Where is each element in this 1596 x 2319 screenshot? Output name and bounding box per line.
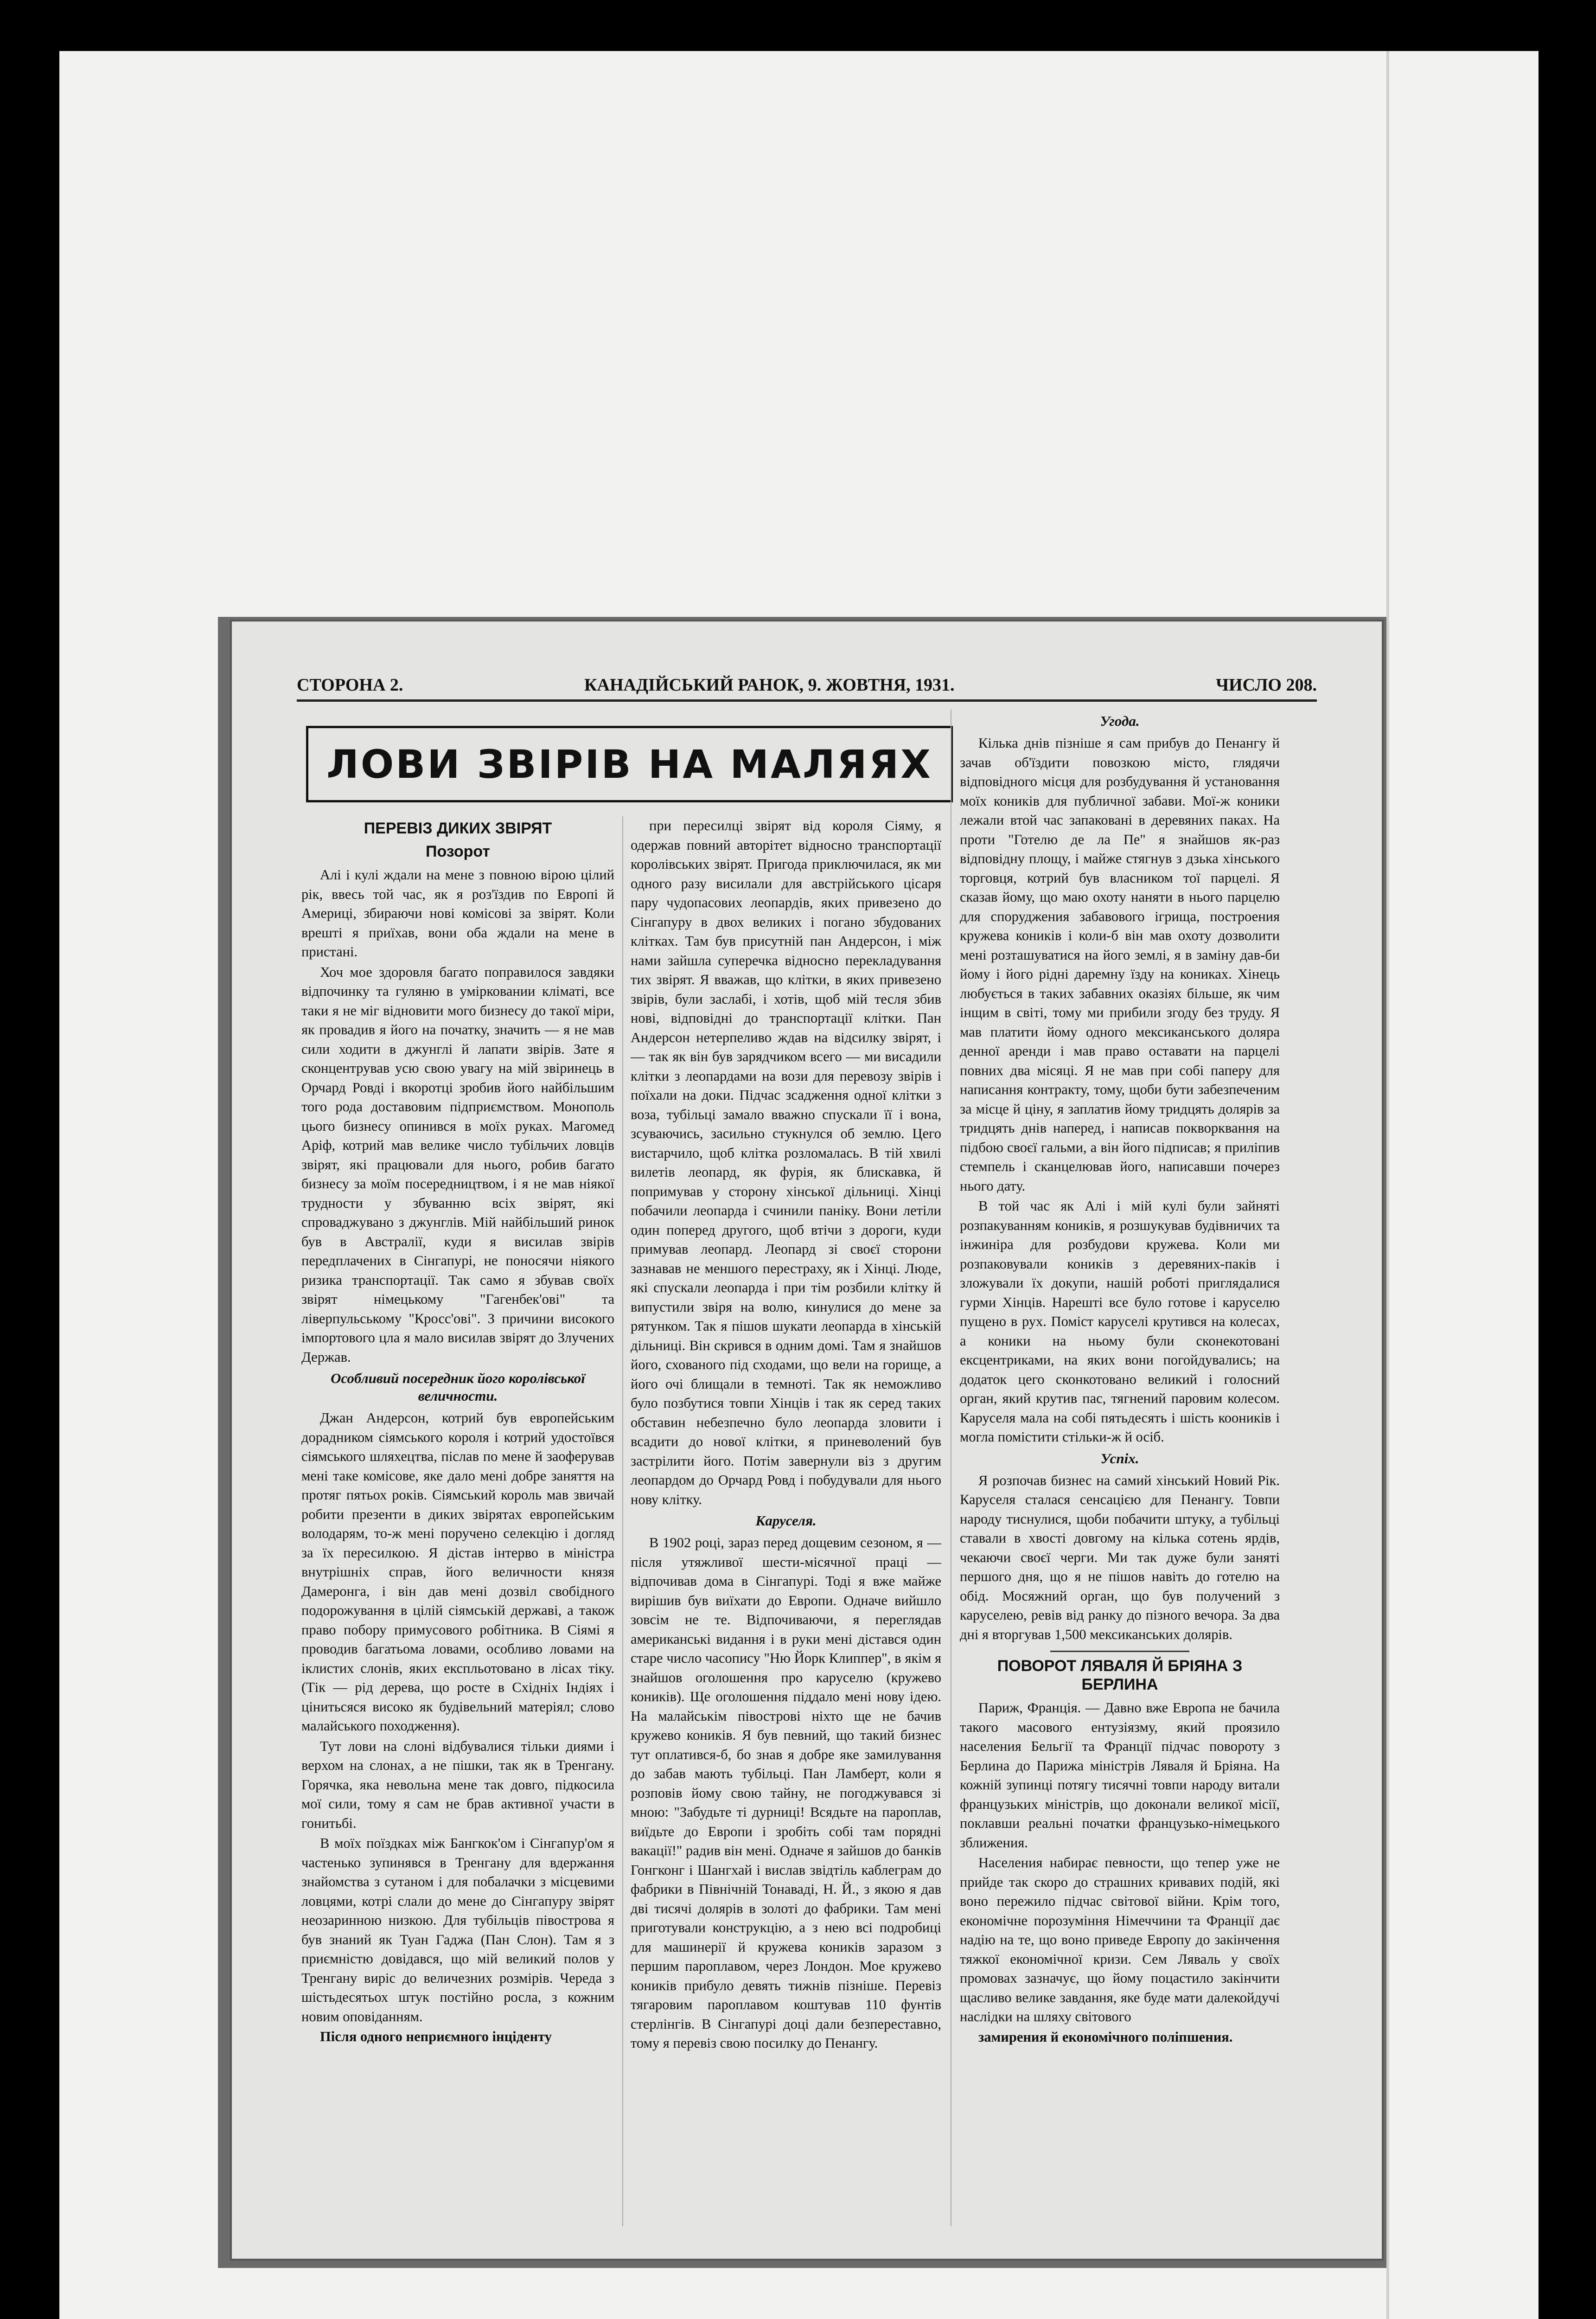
film-edge [1386, 51, 1389, 2319]
article-closing: замирения й економічного поліпшения. [978, 2029, 1233, 2045]
headline-box [306, 726, 953, 802]
paragraph: В моїх поїздках між Бангкок'ом і Сінгапур'ом я частенько зупинявся в Тренгану для вдержання знайомства з сутаном і для побалачки з місцевими ловцями, котрі слали до мене до Сінгапуру звірят неозаринною низкою. Для тубільців півострова я був знаний як Туан Гаджа (Пан Слон). Там я з приємністю довідався, що мій великий полов у Тренгану виріс до величезних розмірів. Череда з шістьдесятьох штук постійно росла, з кожним новим оповіданням. [301, 1835, 614, 2024]
article-heading: ПЕРЕВІЗ ДИКИХ ЗВІРЯТ [364, 820, 552, 837]
paragraph: Хоч мое здоровля багато поправилося завдяки відпочинку та гуляню в умірковании кліматі, все таки я не міг відновити мого бизнесу до такої міри, як провадив я його на початку, значить — я не мав сили ходити в джунглі й лапати звірів. Зате я сконцентрував усю свою увагу на мій звіринець в Орчард Ровді і вкоротці зробив його найбільшим того рода доставовим підприємством. Монополь цього бизнесу опинився в моїх руках. Магомед Аріф, котрий мав велике число тубільчих ловців звірят, які працювали для нього, робив багато бизнесу за моїм посередництвом, і я не мав ніякої трудности у збуванню всіх звірят, які спроваджувано з джунглів. Мій найбільший ринок був в Австралії, куди я висилав звірів передплачених в Сінгапурі, не поносячи ніякого ризика транспортації. Так само я збував своїх звірят німецькому "Гагенбек'ові" та ліверпульському "Кросс'ові". З причини високого імпортового цла я мало висилав звірят до Злучених Держав. [301, 964, 614, 1365]
paragraph: Я розпочав бизнес на самий хінський Новий Рік. Каруселя сталася сенсацією для Пенангу. Товпи народу тиснулися, щоби побачити штуку, а тубільці ставали в хвості довгому на кілька сотень ярдів, чекаючи своєї черги. Ми так дуже були заняті першого дня, що я не пішов навіть до готелю на обід. Мосяжний орган, що був получений з каруселею, ревів від ранку до пізного вечора. За два дні я вторгував 1,500 мексиканських долярів. [960, 1472, 1280, 1642]
section-heading: Угода. [1100, 713, 1140, 729]
column-3 [960, 710, 1280, 2226]
paragraph: Париж, Франція. — Давно вже Европа не бачила такого масового ентузіязму, який проязило населения Бельгії та Франції підчас повороту з Берлина до Парижа міністрів Ляваля й Бріяна. На кожній зупинці потягу тисячні товпи народу витали французьких міністрів, що доконали великої місії, поклавши реальні початки французько-німецького зближения. [960, 1700, 1280, 1851]
column-divider [622, 816, 623, 2226]
issue-number: ЧИСЛО 208. [1216, 675, 1317, 695]
masthead: КАНАДІЙСЬКИЙ РАНОК, 9. ЖОВТНЯ, 1931. [584, 675, 955, 695]
paragraph: Кілька днів пізніше я сам прибув до Пенангу й зачав об'їздити повозкою місто, глядячи відповідного місця для розбудування й установання моїх коників для публичної забави. Мої-ж коники лежали втой час запаковані в деревяних паках. На проти "Готелю де ла Пе" я знайшов як-раз відповідну площу, і майже стягнув з дзька хінського торговця, котрий був власником тої парцелі. Я сказав йому, що маю охоту наняти в нього парцелю для споруджения забавового ігрища, построения кружева коників і коли-б він мав охоту дозволити мені розташуватися на його землі, я в заміну дав-би йому і його рідні даремну їзду на кониках. Хінець любується в таких забавних оказіях більше, як чим інщим в світі, тому ми прибили згоду без труду. Я мав платити йому одного мексиканського доляра денної аренди і мав право оставати на парцелі повних два місяці. Я не мав при собі паперу для написання контракту, тому, щоби бути забезпеченим за місце й ціну, я заплатив йому тридцять долярів за тридцять днів наперед, і написав покворквання на підбою своєї гальми, а він його підписав; я приліпив стемпель і сканцелював його, написавши почерез нього дату. [960, 735, 1280, 1194]
paragraph: Тут лови на слоні відбувалися тільки диями і верхом на слонах, а не пішки, так як в Тренгану. Горячка, яка невольна мене так довго, підкосила мої сили, тому я сам не брав активної участи в гонитьбі. [301, 1738, 614, 1831]
paragraph: Населения набирає певности, що тепер уже не прийде так скоро до страшних кривавих подій, які воно пережило підчас світової війни. Крім того, економічне порозуміння Німеччини та Франції дає надію на те, що воно приведе Европу до закінчення тяжкої економічної кризи. Сем Ляваль у своїх промовах зазначує, що йому поцастило закінчити щасливо велике завдання, яке буде мати далекойдучі наслідки на шляху світового [960, 1855, 1280, 2024]
article-subheading: Позорот [426, 843, 490, 860]
running-head [297, 675, 1317, 703]
column-1 [301, 816, 614, 2226]
section-heading: Успіх. [1100, 1450, 1139, 1467]
headline: ЛОВИ ЗВІРІВ НА МАЛЯЯХ [326, 741, 932, 787]
paragraph: при пересилці звірят від короля Сіяму, я одержав повний авторітет відносно транспортації королівських звірят. Пригода приключилася, як ми одного разу висилали для австрійського цісаря пару чудопасових леопардів, яких привезено до Сінгапуру в двох великих і погано збудованих клітках. Там був присутній пан Андерсон, і між нами зайшла суперечка відносно перекладування тих звірят. Я вважав, що клітки, в яких привезено звірів, були заслабі, і хотів, щоб мій тесля збив нові, відповідні до транспортації клітки. Пан Андерсон нетерпеливо ждав на відсилку звірят, і — так як він був зарядчиком всего — ми висадили клітки з леопардами на вози для перевозу звірів і поїхали на доки. Підчас зсадження одної клітки з воза, тубільці замало вважно спускали її і вона, зсуваючись, засильно стукнулся об землю. Цего вистарчило, щоб клітка розломалась. В тій хвилі вилетів леопард, як фурія, як блискавка, й попримував у сторону хінської дільниці. Хінці побачили леопарда і счинили паніку. Вони летіли один поперед другого, щоб втічи з дороги, куди примував леопард. Леопард зі своєї сторони зазнавав не меншого перестраху, як і Хінці. Люде, які спускали леопарда і при тім розбили клітку й випустили звіря на волю, кинулися до мене за рятунком. Так я пішов шукати леопарда в хінській дільниці. Він скрився в одним домі. Там я знайшов його, схованого під сходами, що вели на горище, а його очі блищали в темноті. Так як неможливо було позбутися товпи Хінців і так як серед таких обставин небезпечно було леопарда зловити і всадити до нової клітки, я приневолений був застрілити його. Потім завернули віз з другим леопардом до Орчард Ровд і побудували для нього нову клітку. [631, 818, 941, 1507]
header-rule [297, 699, 1317, 702]
column-tail: Після одного неприємного інціденту [320, 2029, 552, 2044]
paragraph: Алі і кулі ждали на мене з повною вірою цілий рік, ввесь той час, як я роз'їздив по Европі й Америці, збираючи нові комісові за звірят. Коли врешті я приїхав, вони оба ждали на мене в пристані. [301, 867, 614, 960]
column-2 [631, 816, 941, 2226]
article-heading: ПОВОРОТ ЛЯВАЛЯ Й БРІЯНА З БЕРЛИНА [997, 1657, 1243, 1693]
paragraph: Джан Андерсон, котрий був европейським дорадником сіямського короля і котрий удостоївся сіямського шляхецтва, післав по мене й заоферував мені таке комісове, яке дало мені добре заняття на протяг пятьох років. Сіямський король мав звичай робити презенти в диких звірятах европейським володарям, то-ж мені поручено селекцію і догляд за їх пересилкою. Я дістав інтерво в міністра внутрішніх справ, його величности князя Дамеронга, і він дав мені дозвіл свобідного подорожування в цілій сіямській державі, а також право побору примусового робітника. В Сіямі я проводив багатьома ловами, особливо ловами на іклистих слонів, яких експльотовано в лісах тіку. (Тік — рід дерева, що росте в Східніх Індіях і цінитьсяся високо як будівельний матеріял; слово малайського походження). [301, 1410, 614, 1734]
separator [1050, 1651, 1189, 1652]
paragraph: В той час як Алі і мій кулі були зайняті розпакуванням коників, я розшукував будівничих та інжиніра для розбудови кружева. Коли ми розпаковували коників з деревяних-паків і зложували їх докупи, нашій роботі приглядалися гурми Хінців. Нарешті все було готове і каруселю пущено в рух. Поміст каруселі крутився на колесах, а коники на ньому були сконекотовані ексцентриками, на яких вони погойдувались; на додаток цего сконкотовано великий і голосний орган, який крутив пас, тягнений паровим колесом. Каруселя мала на собі пятьдесять і шість кооників і могла помістити стільки-ж й осіб. [960, 1198, 1280, 1445]
newspaper-page [232, 621, 1382, 2259]
section-heading: Каруселя. [755, 1512, 817, 1529]
paragraph: В 1902 році, зараз перед дощевим сезоном, я — після утяжливої шести-місячної праці — відпочивав дома в Сінгапурі. Тоді я вже майже вирішив був виїхати до Европи. Одначе вийшло зовсім не те. Відпочиваючи, я переглядав американські видання і в руки мені дістався один старе число часопису "Ню Йорк Клиппер", в якім я знайшов оголошення про каруселю (кружево коників). Ще оголошення піддало мені нову ідею. На малайськім півострові ніхто ще не бачив кружево коників. Я був певний, що такий бизнес тут оплатився-б, бо знав я добре яке замилування до забав мають тубільці. Пан Ламберт, коли я розповів йому свою тайну, не погоджувався зі мною: "Забудьте ті дурниці! Всядьте на пароплав, виїдьте до Европи і зробіть собі там порядні вакації!" радив він мені. Одначе я зайшов до банків Гонгконг і Шангхай і вислав звідтіль каблеграм до фабрики в Північній Тонаваді, Н. Й., з якою я дав дві тисячі долярів в золоті до фабрики. Там мені приготували конструкцію, а з нею всі подробиці для машинерії й кружева коників заразом з першим пароплавом, через Лондон. Мое кружево коників прибуло девять тижнів пізніше. Перевіз тягаровим пароплавом коштував 110 фунтів стерлінгів. В Сінгапурі доці дали безпереставно, тому я перевіз свою посилку до Пенангу. [631, 1535, 941, 2051]
section-heading: Особливий посередник його королівської величности. [331, 1370, 585, 1404]
page-number: СТОРОНА 2. [297, 675, 403, 695]
